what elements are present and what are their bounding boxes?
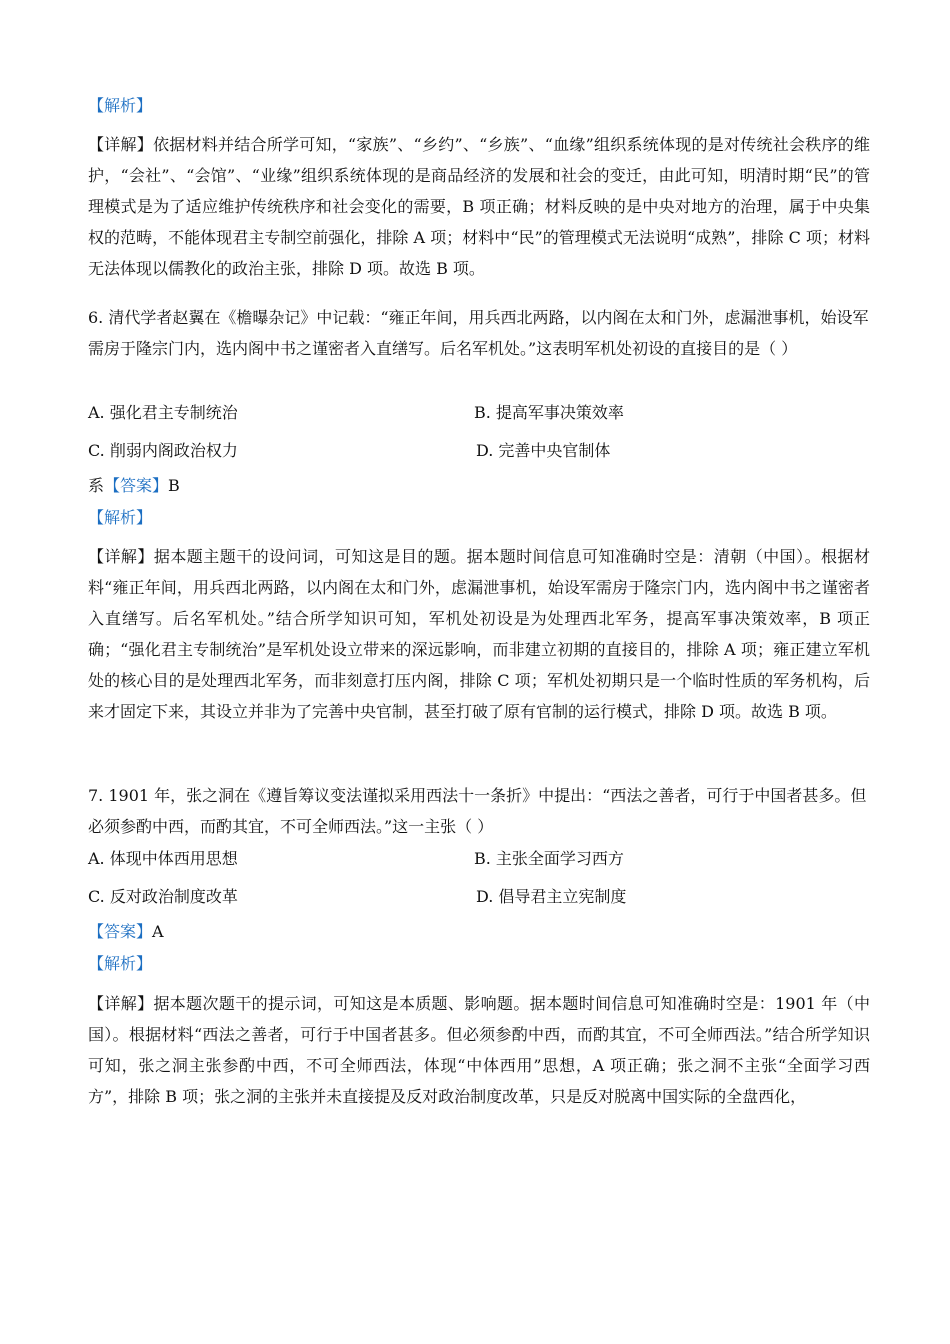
analysis-label: 【解析】: [88, 508, 153, 527]
q6-answer-line: [88, 476, 180, 496]
answer-label: 【答案】: [104, 476, 169, 495]
q7-option-b: B. 主张全面学习西方: [474, 849, 624, 868]
q6-option-a: A. 强化君主专制统治: [88, 403, 238, 422]
question-6-stem: 6. 清代学者赵翼在《檐曝杂记》中记载：“雍正年间，用兵西北两路，以内阁在太和门外，虑漏泄事机，始设军需房于隆宗门内，选内阁中书之谨密者入直缮写。后名军机处。”这表明军机处初设的直接目的是（ ）: [88, 308, 869, 358]
q6-option-c: C. 削弱内阁政治权力: [88, 441, 238, 460]
q7-answer-value: A: [152, 922, 164, 941]
q6-answer-value: B: [168, 476, 180, 495]
detail-paragraph-q5: 【详解】依据材料并结合所学可知，“家族”、“乡约”、“乡族”、“血缘”组织系统体现的是对传统社会秩序的维护，“会社”、“会馆”、“业缘”组织系统体现的是商品经济的发展和社会的变迁，由此可知，明清时期“民”的管理模式是为了适应维护传统秩序和社会变化的需要，B 项正确；材料反映的是中央对地方的治理，属于中央集权的范畴，不能体现君主专制空前强化，排除 A 项；材料中“民”的管理模式无法说明“成熟”，排除 C 项；材料无法体现以儒教化的政治主张，排除 D 项。故选 B 项。: [88, 135, 870, 278]
q7-option-c: C. 反对政治制度改革: [88, 887, 238, 906]
q6-option-d: D. 完善中央官制体: [476, 441, 611, 460]
detail-paragraph-q7: 【详解】据本题次题干的提示词，可知这是本质题、影响题。据本题时间信息可知准确时空是：1901 年（中国）。根据材料“西法之善者，可行于中国者甚多。但必须参酌中西，而酌其宜，不可全师西法。”结合所学知识可知，张之洞主张参酌中西，不可全师西法，体现“中体西用”思想，A 项正确；张之洞不主张“全面学习西方”，排除 B 项；张之洞的主张并未直接提及反对政治制度改革，只是反对脱离中国实际的全盘西化，: [88, 994, 870, 1106]
detail-paragraph-q6: 【详解】据本题主题干的设问词，可知这是目的题。据本题时间信息可知准确时空是：清朝（中国）。根据材料“雍正年间，用兵西北两路，以内阁在太和门外，虑漏泄事机，始设军需房于隆宗门内，选内阁中书之谨密者入直缮写。后名军机处。”结合所学知识可知，军机处初设是为处理西北军务，提高军事决策效率，B 项正确；“强化君主专制统治”是军机处设立带来的深远影响，而非建立初期的直接目的，排除 A 项；雍正建立军机处的核心目的是处理西北军务，而非刻意打压内阁，排除 C 项；军机处初期只是一个临时性质的军务机构，后来才固定下来，其设立并非为了完善中央官制，甚至打破了原有官制的运行模式，排除 D 项。故选 B 项。: [88, 547, 870, 721]
q7-option-a: A. 体现中体西用思想: [88, 849, 238, 868]
analysis-label: 【解析】: [88, 96, 153, 115]
q6-option-b: B. 提高军事决策效率: [474, 403, 624, 422]
q7-answer-line: [88, 922, 164, 942]
q6-answer-prefix: 系: [88, 476, 105, 495]
analysis-label: 【解析】: [88, 954, 153, 973]
question-7-stem: 7. 1901 年，张之洞在《遵旨筹议变法谨拟采用西法十一条折》中提出：“西法之善者，可行于中国者甚多。但必须参酌中西，而酌其宜，不可全师西法。”这一主张（ ）: [88, 786, 867, 836]
q7-option-d: D. 倡导君主立宪制度: [476, 887, 627, 906]
answer-label: 【答案】: [88, 922, 153, 941]
